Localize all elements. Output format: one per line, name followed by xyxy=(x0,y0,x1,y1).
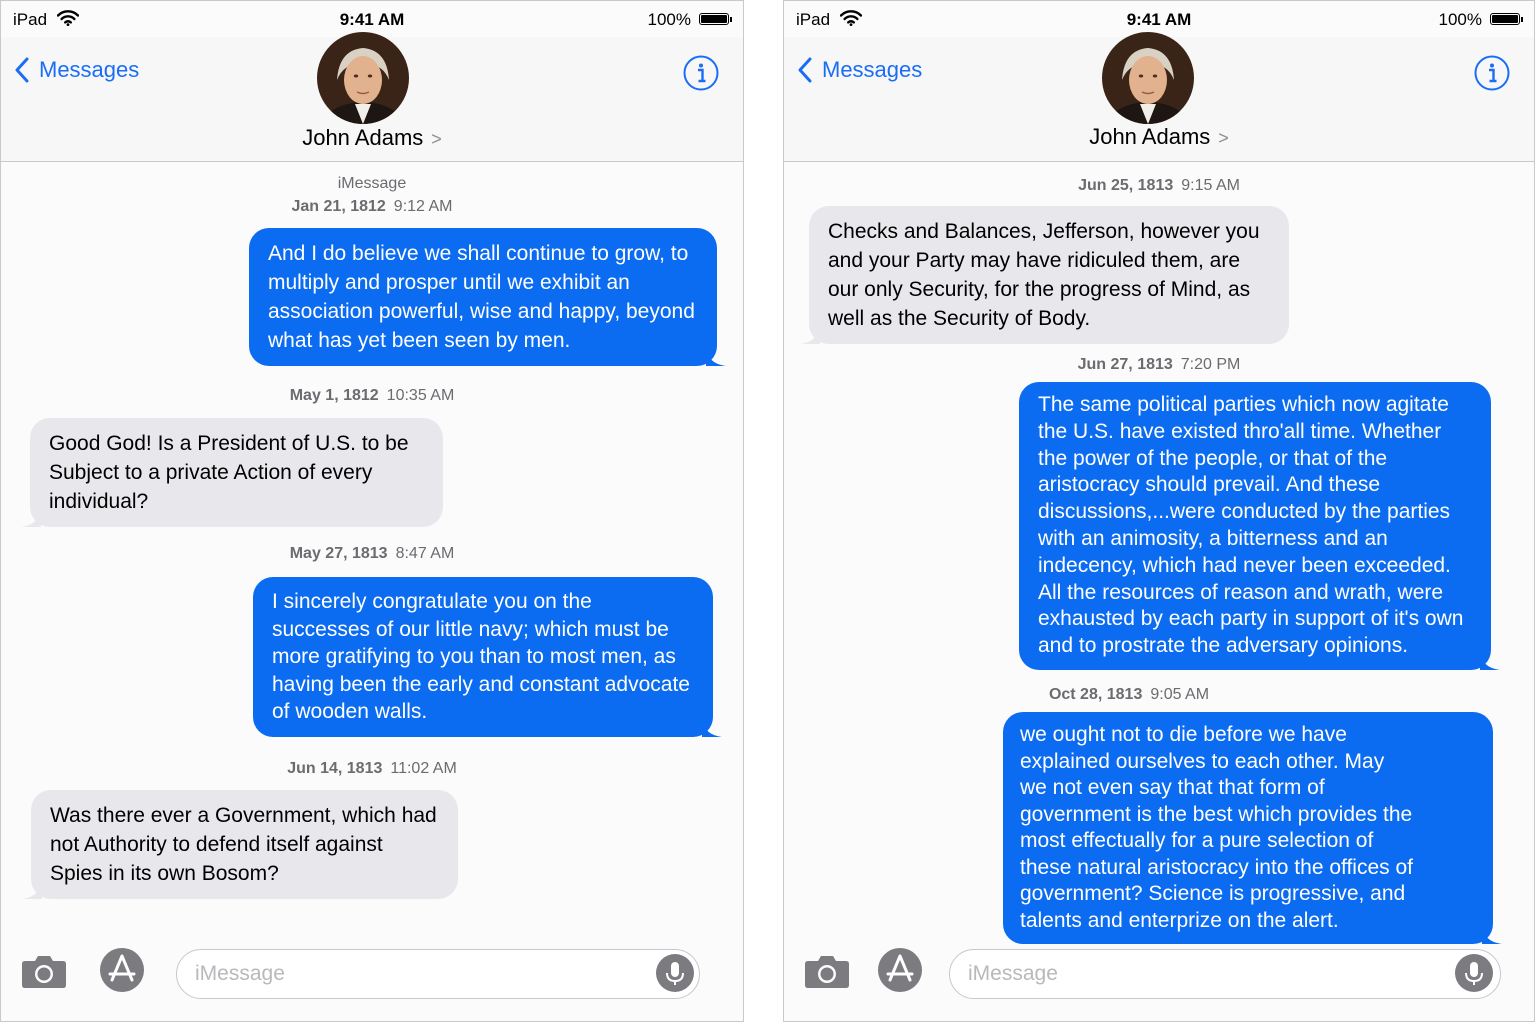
back-chevron-icon xyxy=(15,57,29,83)
compose-bar xyxy=(1,931,743,1021)
status-time: 9:41 AM xyxy=(1126,10,1192,29)
message-text: The same political parties which now agitate the U.S. have existed thro'all time. Whether the power of the people, or that of the aristocracy should prevail. And these discussions,...were conducted by the parties with an animosity, a bitterness and an indecency, which had never been exceeded. All the resources of reason and wrath, were exhausted by each party in support of it's own and to prostrate the adversary opinions. xyxy=(1038,393,1464,658)
back-chevron-icon xyxy=(798,57,812,83)
conversation-header xyxy=(784,37,1534,162)
message-bubble-outgoing[interactable] xyxy=(253,577,713,737)
timestamp: May 27, 1813 8:47 AM xyxy=(289,545,455,562)
message-bubble-outgoing[interactable] xyxy=(1019,382,1491,670)
message-text: And I do believe we shall continue to grow, to multiply and prosper until we exhibit an association powerful, wise and happy, beyond what has yet been seen by men. xyxy=(268,242,695,352)
message-text: we ought not to die before we have explained ourselves to each other. May we not even say that that form of government is the best which provides the most effectually for a pure selection of these natural aristocracy into the offices of government? Science is progressive, and talents and enterprize on the alert. xyxy=(1020,723,1413,932)
battery-icon xyxy=(699,13,729,25)
message-text: Checks and Balances, Jefferson, however you and your Party may have ridiculed them, are our only Security, for the progress of Mind, as well as the Security of Body. xyxy=(828,220,1260,330)
timestamp: Oct 28, 1813 9:05 AM xyxy=(1048,686,1210,703)
chevron-right-icon: > xyxy=(431,129,442,149)
battery-percent: 100% xyxy=(647,10,691,29)
timestamp: Jun 25, 1813 9:15 AM xyxy=(1078,177,1240,194)
message-thread[interactable] xyxy=(784,162,1534,931)
contact-name-button[interactable] xyxy=(784,124,1534,150)
status-bar xyxy=(1,1,743,37)
ipad-screen-left xyxy=(0,0,744,1022)
info-icon[interactable] xyxy=(683,55,719,91)
app-store-icon[interactable] xyxy=(877,947,923,993)
timestamp: Jun 14, 1813 11:02 AM xyxy=(287,760,457,777)
app-store-icon[interactable] xyxy=(99,947,145,993)
back-label: Messages xyxy=(822,57,923,82)
camera-icon[interactable] xyxy=(804,953,850,989)
contact-name: John Adams xyxy=(1089,124,1211,149)
bubble-tail xyxy=(800,324,820,344)
timestamp: Jan 21, 1812 9:12 AM xyxy=(291,198,453,215)
battery-icon xyxy=(1490,13,1520,25)
back-button[interactable] xyxy=(15,57,139,83)
timestamp: May 1, 1812 10:35 AM xyxy=(289,387,455,404)
message-bubble-incoming[interactable] xyxy=(30,418,443,527)
microphone-icon[interactable] xyxy=(655,953,695,993)
contact-avatar[interactable] xyxy=(317,32,409,124)
message-input[interactable] xyxy=(176,949,700,999)
battery-percent: 100% xyxy=(1438,10,1482,29)
message-text: Good God! Is a President of U.S. to be Subject to a private Action of every individual? xyxy=(49,432,409,513)
message-input[interactable] xyxy=(949,949,1501,999)
message-bubble-outgoing[interactable] xyxy=(249,228,717,366)
bubble-tail xyxy=(706,346,726,366)
camera-icon[interactable] xyxy=(21,953,67,989)
status-time: 9:41 AM xyxy=(339,10,405,29)
contact-avatar[interactable] xyxy=(1102,32,1194,124)
bubble-tail xyxy=(21,507,41,527)
microphone-icon[interactable] xyxy=(1454,953,1494,993)
info-icon[interactable] xyxy=(1474,55,1510,91)
message-text: Was there ever a Government, which had not Authority to defend itself against Spies in its own Bosom? xyxy=(50,804,437,885)
timestamp: Jun 27, 1813 7:20 PM xyxy=(1077,356,1241,373)
status-bar xyxy=(784,1,1534,37)
message-text: I sincerely congratulate you on the successes of our little navy; which must be more gratifying to you than to most men, as having been the early and constant advocate of wooden walls. xyxy=(272,590,690,723)
bubble-tail xyxy=(22,879,42,899)
ipad-screen-right xyxy=(783,0,1535,1022)
conversation-header xyxy=(1,37,743,162)
back-button[interactable] xyxy=(798,57,922,83)
message-bubble-incoming[interactable] xyxy=(31,790,458,899)
contact-name-button[interactable] xyxy=(1,125,743,151)
device-label: iPad xyxy=(13,10,48,29)
contact-name: John Adams xyxy=(302,125,424,150)
service-label: iMessage xyxy=(337,175,407,192)
back-label: Messages xyxy=(39,57,140,82)
device-label: iPad xyxy=(796,10,831,29)
bubble-tail xyxy=(1480,650,1500,670)
message-thread[interactable] xyxy=(1,162,743,931)
compose-bar xyxy=(784,931,1534,1021)
message-bubble-incoming[interactable] xyxy=(809,206,1289,344)
chevron-right-icon: > xyxy=(1218,128,1229,148)
bubble-tail xyxy=(702,717,722,737)
message-bubble-outgoing[interactable] xyxy=(1003,712,1493,944)
